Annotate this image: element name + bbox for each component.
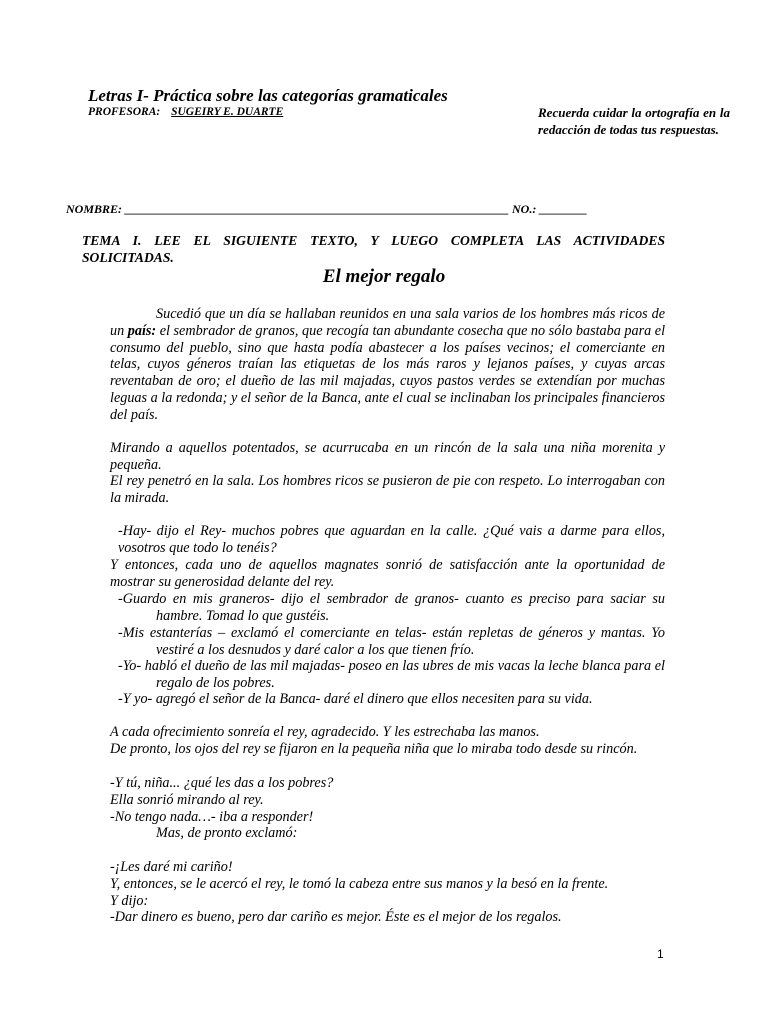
story-paragraph-1 [110, 306, 665, 424]
paragraph-1-end: el sembrador de granos, que recogía tan abundante cosecha que no sólo bastaba para el consumo del pueblo, sino que hasta podía abastecer a los países vecinos; el comerciante en telas, cuyos géneros traían las etiquetas de los más raros y lejanos países, y cuyas arcas reventaban de oro; el dueño de las mil majadas, cuyos pastos verdes se extendían por muchas leguas a la redonda; y el señor de la Banca, ante el cual se inclinaban los principales financieros del país. [110, 322, 666, 423]
story-paragraph-11: De pronto, los ojos del rey se fijaron en la pequeña niña que lo miraba todo desde su rincón. [110, 741, 638, 757]
story-paragraph-15: Mas, de pronto exclamó: [156, 825, 298, 841]
story-paragraph-14: -No tengo nada…- iba a responder! [110, 809, 314, 825]
story-paragraph-5: Y entonces, cada uno de aquellos magnates sonrió de satisfacción ante la oportunidad de mostrar su generosidad delante del rey. [110, 557, 665, 590]
story-paragraph-3: El rey penetró en la sala. Los hombres ricos se pusieron de pie con respeto. Lo interrogaban con la mirada. [110, 473, 665, 506]
story-paragraph-18: Y dijo: [110, 893, 149, 909]
story-paragraph-13: Ella sonrió mirando al rey. [110, 792, 264, 808]
story-paragraph-16: -¡Les daré mi cariño! [110, 859, 233, 875]
story-paragraph-7: -Mis estanterías – exclamó el comerciante en telas- están repletas de géneros y mantas. Yo vestiré a los desnudos y daré calor a los que tienen frío. [118, 625, 665, 658]
professor-name: SUGEIRY E. DUARTE [171, 106, 284, 118]
reminder-note: Recuerda cuidar la ortografía en la redacción de todas tus respuestas. [538, 105, 730, 137]
page-number: 1 [657, 947, 664, 961]
professor-label: PROFESORA: [88, 106, 161, 118]
story-paragraph-4: -Hay- dijo el Rey- muchos pobres que aguardan en la calle. ¿Qué vais a darme para ellos, vosotros que todo lo tenéis? [118, 523, 665, 556]
paragraph-1-bold-word: país: [127, 322, 157, 339]
story-paragraph-17: Y, entonces, se le acercó el rey, le tomó la cabeza entre sus manos y la besó en la frente. [110, 876, 609, 892]
story-paragraph-10: A cada ofrecimiento sonreía el rey, agradecido. Y les estrechaba las manos. [110, 724, 540, 740]
story-paragraph-8: -Yo- habló el dueño de las mil majadas- poseo en las ubres de mis vacas la leche blanca para el regalo de los pobres. [118, 658, 665, 691]
story-paragraph-2: Mirando a aquellos potentados, se acurrucaba en un rincón de la sala una niña morenita y pequeña. [110, 440, 665, 473]
professor-line [88, 106, 283, 118]
story-paragraph-9: -Y yo- agregó el señor de la Banca- daré el dinero que ellos necesiten para su vida. [118, 691, 593, 707]
story-paragraph-19: -Dar dinero es bueno, pero dar cariño es mejor. Éste es el mejor de los regalos. [110, 909, 562, 925]
paragraph-1-start: Sucedió que un día se hallaban reunidos en una sala varios de los hombres más ricos de un [110, 306, 665, 339]
story-title: El mejor regalo [322, 266, 446, 287]
story-paragraph-12: -Y tú, niña... ¿qué les das a los pobres? [110, 775, 334, 791]
document-title: Letras I- Práctica sobre las categorías gramaticales [88, 86, 448, 105]
instructions-heading: TEMA I. LEE EL SIGUIENTE TEXTO, Y LUEGO COMPLETA LAS ACTIVIDADES SOLICITADAS. [82, 233, 665, 265]
name-field-line[interactable]: NOMBRE: ________________________________________________________________ NO.: ________ [66, 202, 588, 216]
story-paragraph-6: -Guardo en mis graneros- dijo el sembrador de granos- cuanto es preciso para saciar su hambre. Tomad lo que gustéis. [118, 591, 665, 624]
